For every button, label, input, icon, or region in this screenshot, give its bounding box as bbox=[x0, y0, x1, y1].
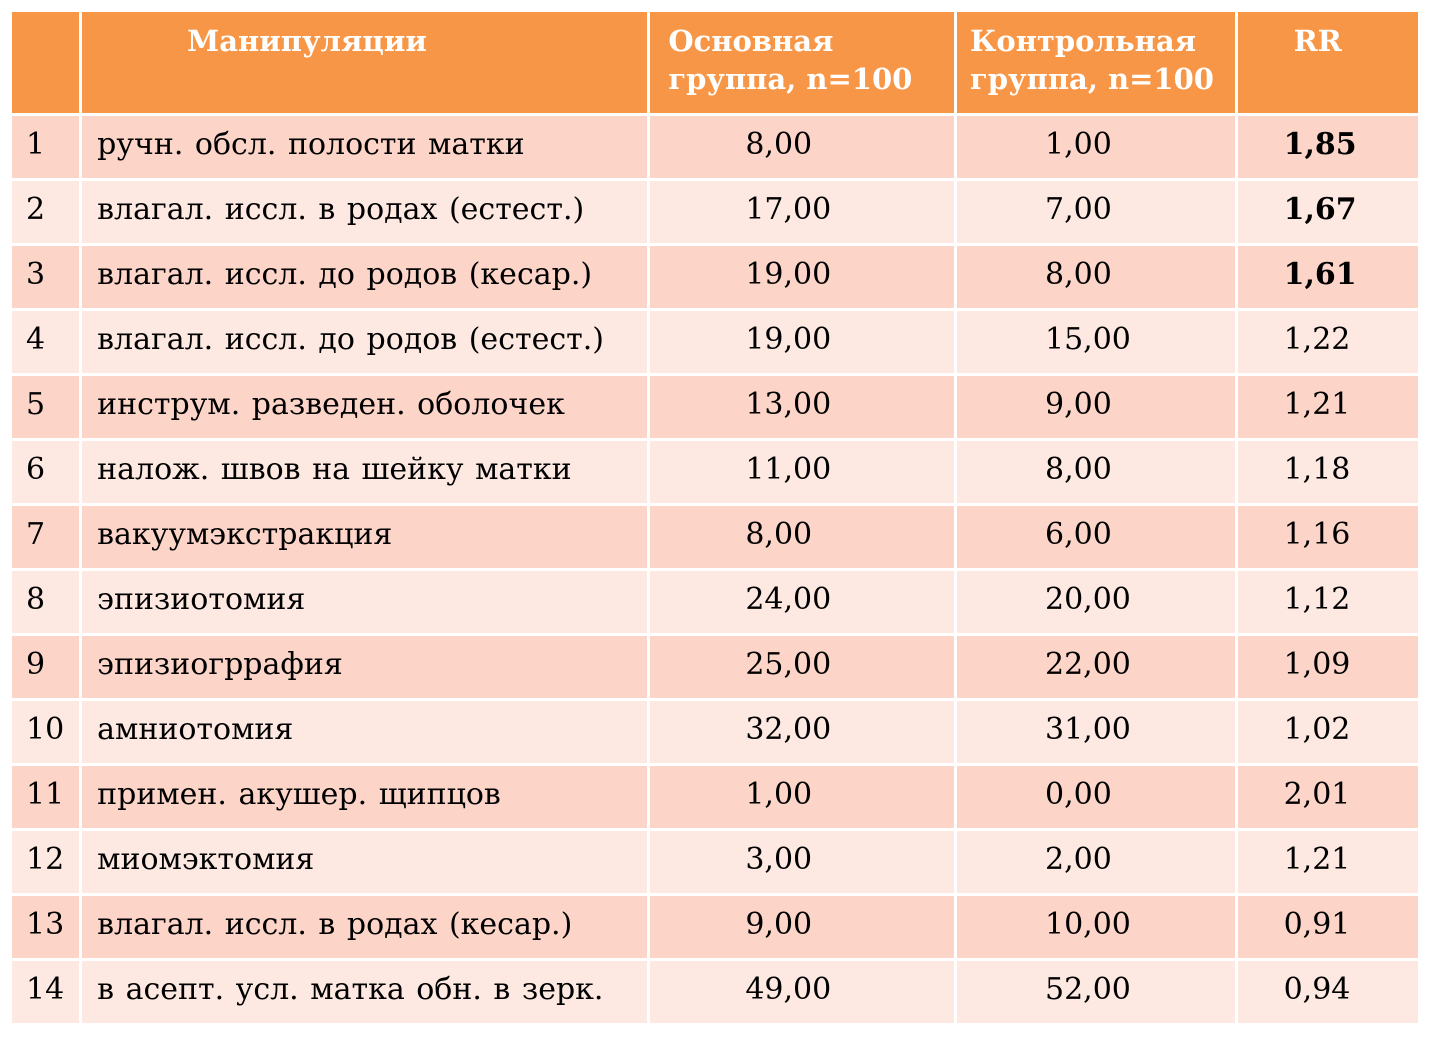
row-number: 7 bbox=[12, 506, 82, 571]
manipulation-name: эпизиогррафия bbox=[82, 636, 650, 701]
manipulation-name: примен. акушер. щипцов bbox=[82, 766, 650, 831]
row-number: 2 bbox=[12, 181, 82, 246]
table-row bbox=[12, 506, 1418, 571]
control-group-value: 20,00 bbox=[957, 571, 1238, 636]
manipulation-name: налож. швов на шейку матки bbox=[82, 441, 650, 506]
header-ctrl-line1: Контрольная bbox=[969, 24, 1197, 58]
table-row bbox=[12, 961, 1418, 1026]
row-number: 1 bbox=[12, 116, 82, 181]
header-main-group-label bbox=[650, 12, 954, 98]
row-number: 13 bbox=[12, 896, 82, 961]
rr-value: 2,01 bbox=[1238, 766, 1418, 831]
row-number: 14 bbox=[12, 961, 82, 1026]
row-number: 10 bbox=[12, 701, 82, 766]
manipulation-name: миомэктомия bbox=[82, 831, 650, 896]
rr-value: 1,02 bbox=[1238, 701, 1418, 766]
control-group-value: 1,00 bbox=[957, 116, 1238, 181]
header-manipulations-label: Манипуляции bbox=[187, 24, 427, 58]
main-group-value: 8,00 bbox=[650, 506, 957, 571]
main-group-value: 17,00 bbox=[650, 181, 957, 246]
manipulation-name: ручн. обсл. полости матки bbox=[82, 116, 650, 181]
row-number: 8 bbox=[12, 571, 82, 636]
header-manipulations bbox=[82, 12, 650, 116]
rr-value: 1,61 bbox=[1238, 246, 1418, 311]
control-group-value: 15,00 bbox=[957, 311, 1238, 376]
rr-value: 0,94 bbox=[1238, 961, 1418, 1026]
rr-value: 0,91 bbox=[1238, 896, 1418, 961]
main-group-value: 32,00 bbox=[650, 701, 957, 766]
header-main-line2: группа, n=100 bbox=[668, 62, 913, 96]
control-group-value: 10,00 bbox=[957, 896, 1238, 961]
table-header bbox=[12, 12, 1418, 116]
table-row bbox=[12, 831, 1418, 896]
row-number: 11 bbox=[12, 766, 82, 831]
main-group-value: 24,00 bbox=[650, 571, 957, 636]
main-group-value: 8,00 bbox=[650, 116, 957, 181]
header-rr-label: RR bbox=[1293, 24, 1342, 58]
header-row bbox=[12, 12, 1418, 116]
header-main-group bbox=[650, 12, 957, 116]
main-group-value: 19,00 bbox=[650, 246, 957, 311]
header-ctrl-line2: группа, n=100 bbox=[969, 62, 1214, 96]
table-row bbox=[12, 896, 1418, 961]
manipulation-name: вакуумэкстракция bbox=[82, 506, 650, 571]
rr-value: 1,09 bbox=[1238, 636, 1418, 701]
main-group-value: 3,00 bbox=[650, 831, 957, 896]
rr-value: 1,85 bbox=[1238, 116, 1418, 181]
main-group-value: 11,00 bbox=[650, 441, 957, 506]
header-main-line1: Основная bbox=[668, 24, 834, 58]
table-row bbox=[12, 766, 1418, 831]
manipulation-name: эпизиотомия bbox=[82, 571, 650, 636]
table-row bbox=[12, 311, 1418, 376]
table-row bbox=[12, 376, 1418, 441]
row-number: 4 bbox=[12, 311, 82, 376]
control-group-value: 6,00 bbox=[957, 506, 1238, 571]
main-group-value: 25,00 bbox=[650, 636, 957, 701]
row-number: 9 bbox=[12, 636, 82, 701]
manipulation-name: влагал. иссл. в родах (естест.) bbox=[82, 181, 650, 246]
table-row bbox=[12, 571, 1418, 636]
manipulation-name: влагал. иссл. в родах (кесар.) bbox=[82, 896, 650, 961]
control-group-value: 31,00 bbox=[957, 701, 1238, 766]
control-group-value: 0,00 bbox=[957, 766, 1238, 831]
table-row bbox=[12, 246, 1418, 311]
control-group-value: 7,00 bbox=[957, 181, 1238, 246]
table-row bbox=[12, 441, 1418, 506]
manipulation-name: инструм. разведен. оболочек bbox=[82, 376, 650, 441]
main-group-value: 19,00 bbox=[650, 311, 957, 376]
control-group-value: 2,00 bbox=[957, 831, 1238, 896]
manipulation-name: влагал. иссл. до родов (кесар.) bbox=[82, 246, 650, 311]
rr-value: 1,18 bbox=[1238, 441, 1418, 506]
rr-value: 1,21 bbox=[1238, 831, 1418, 896]
main-group-value: 9,00 bbox=[650, 896, 957, 961]
header-num-label bbox=[12, 12, 79, 22]
control-group-value: 22,00 bbox=[957, 636, 1238, 701]
control-group-value: 9,00 bbox=[957, 376, 1238, 441]
manipulation-name: амниотомия bbox=[82, 701, 650, 766]
header-control-group bbox=[957, 12, 1238, 116]
control-group-value: 8,00 bbox=[957, 246, 1238, 311]
row-number: 5 bbox=[12, 376, 82, 441]
header-num bbox=[12, 12, 82, 116]
rr-value: 1,22 bbox=[1238, 311, 1418, 376]
manipulation-name: в асепт. усл. матка обн. в зерк. bbox=[82, 961, 650, 1026]
header-rr bbox=[1238, 12, 1418, 116]
row-number: 6 bbox=[12, 441, 82, 506]
rr-value: 1,21 bbox=[1238, 376, 1418, 441]
rr-value: 1,12 bbox=[1238, 571, 1418, 636]
table-body bbox=[12, 116, 1418, 1026]
row-number: 3 bbox=[12, 246, 82, 311]
control-group-value: 52,00 bbox=[957, 961, 1238, 1026]
table-row bbox=[12, 636, 1418, 701]
manipulations-table bbox=[12, 12, 1418, 1026]
table-row bbox=[12, 116, 1418, 181]
table-row bbox=[12, 181, 1418, 246]
manipulation-name: влагал. иссл. до родов (естест.) bbox=[82, 311, 650, 376]
header-control-group-label bbox=[957, 12, 1235, 98]
rr-value: 1,67 bbox=[1238, 181, 1418, 246]
rr-value: 1,16 bbox=[1238, 506, 1418, 571]
main-group-value: 13,00 bbox=[650, 376, 957, 441]
main-group-value: 1,00 bbox=[650, 766, 957, 831]
main-group-value: 49,00 bbox=[650, 961, 957, 1026]
table-row bbox=[12, 701, 1418, 766]
control-group-value: 8,00 bbox=[957, 441, 1238, 506]
row-number: 12 bbox=[12, 831, 82, 896]
